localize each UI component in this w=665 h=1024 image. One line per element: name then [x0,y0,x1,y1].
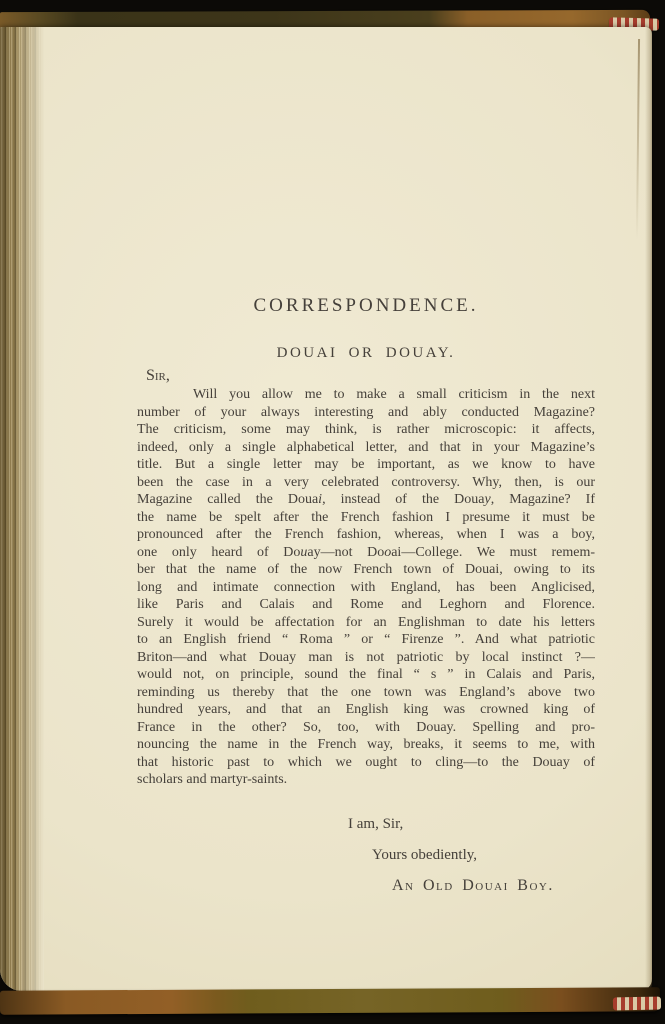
body-line [137,666,595,684]
body-text-segment: ber that the name of the now French town of Douai, owing to its [137,562,595,577]
book-cover-bottom-edge [0,987,660,1014]
body-line [137,684,595,702]
signature: An Old Douai Boy. [392,876,554,894]
body-line [137,386,595,404]
body-text-segment: indeed, only a single alphabetical letter, and that in your Magazine’s [137,439,595,455]
body-line [137,474,595,492]
body-text-segment: one only heard of Do [137,544,301,560]
page-corner-crease [636,39,640,239]
body-text-segment: ai—College. We must remem- [391,544,595,560]
body-line [137,596,595,614]
emphasized-letter: o [384,544,392,560]
body-line [137,701,595,719]
page-stack-fore-edge [0,27,44,991]
closing-line-i-am-sir: I am, Sir, [348,815,404,832]
body-line [137,439,595,457]
body-line [137,614,595,632]
body-line [137,544,595,562]
body-text-segment: Surely it would be affectation for an Englishman to date his letters [137,614,595,630]
body-text-segment: like Paris and Calais and Rome and Leghorn and Florence. [137,597,595,612]
body-text-segment: to an English friend “ Roma ” or “ Firenze ”. And what patriotic [137,632,595,647]
body-line [137,771,595,789]
body-text-segment: nouncing the name in the French way, breaks, it seems to me, with [137,737,595,752]
body-text-segment: , instead of the Doua [322,492,485,507]
body-text-segment: The criticism, some may think, is rather microscopic: it affects, [137,422,595,437]
page-right-edge-shadow [645,27,652,991]
salutation: Sir, [146,367,170,384]
body-text-segment: pronounced after the French fashion, whereas, when I was a boy, [137,527,595,542]
body-text-segment: title. But a single letter may be important, as we know to have [137,457,595,472]
body-line [137,561,595,579]
letter-body [137,386,595,789]
body-text-segment: been the case in a very celebrated controversy. Why, then, is our [137,474,595,490]
body-line [137,579,595,597]
body-text-segment: that historic past to which we ought to cling—to the Douay of [137,754,595,770]
body-text-segment: hundred years, and that an English king was crowned king of [137,702,595,717]
body-text-segment: reminding us thereby that the one town was England’s above two [137,684,595,700]
body-line [137,754,595,772]
body-line [137,491,595,509]
body-text-segment: Briton—and what Douay man is not patriotic by local instinct ?— [137,649,595,665]
body-text-segment: would not, on principle, sound the final “ s ” in Calais and Paris, [137,667,595,682]
body-line [137,649,595,667]
letter-content [137,296,595,895]
body-line [137,736,595,754]
body-text-segment: , Magazine? If [490,492,595,507]
body-line [137,509,595,527]
emphasized-letter: i [318,492,323,507]
body-text-segment: Will you allow me to make a small criticism in the next [193,387,595,402]
body-text-segment: long and intimate connection with England, has been Anglicised, [137,579,595,595]
body-text-segment: France in the other? So, too, with Douay. Spelling and pro- [137,719,595,735]
book-page [0,27,652,991]
body-text-segment: Magazine called the Doua [137,492,319,507]
closing-line-yours-obediently: Yours obediently, [372,846,478,863]
emphasized-letter: y [484,492,491,507]
page-heading: CORRESPONDENCE. [253,295,479,316]
body-text-segment: number of your always interesting and ably conducted Magazine? [137,404,595,420]
body-line [137,404,595,422]
body-line [137,421,595,439]
emphasized-letter: u [300,544,308,560]
body-text-segment: the name be spelt after the French fashion I presume it must be [137,509,595,525]
body-line [137,456,595,474]
body-text-segment: ay—not Do [307,544,385,560]
body-text-segment: scholars and martyr-saints. [137,772,288,787]
body-line [137,719,595,737]
headband-bottom-decoration [613,997,661,1011]
body-line [137,526,595,544]
body-line [137,631,595,649]
letter-title: DOUAI OR DOUAY. [276,345,456,361]
